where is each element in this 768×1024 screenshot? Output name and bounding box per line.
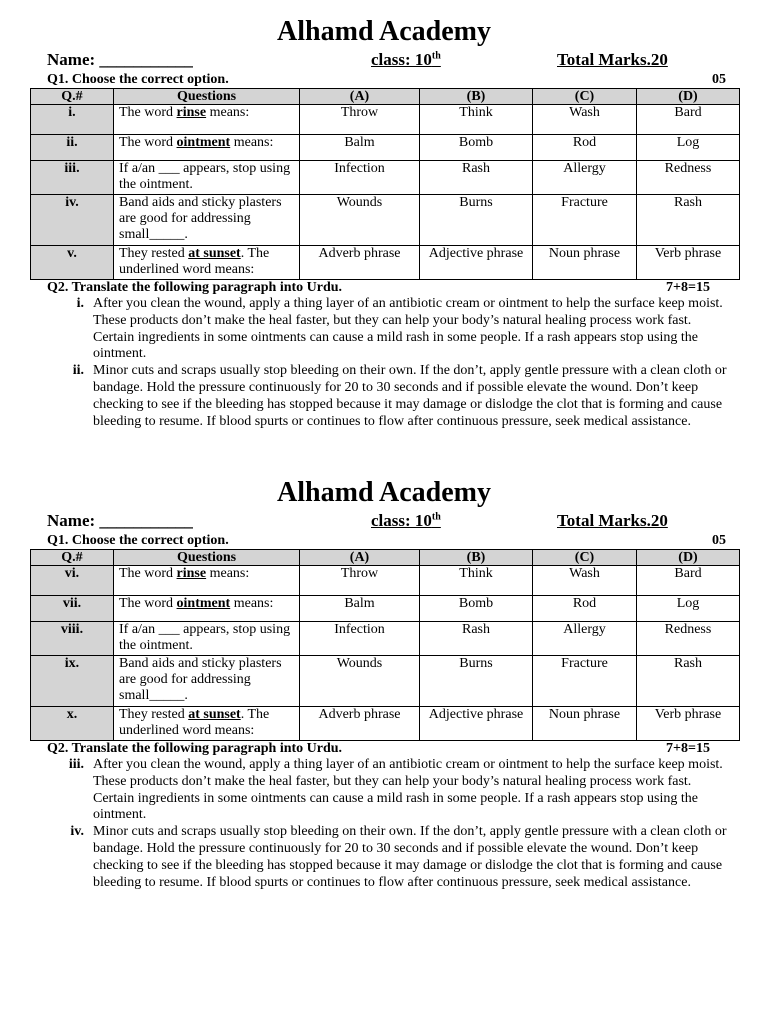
header-option-a: (A)	[300, 89, 420, 105]
worksheet-section-2	[0, 475, 768, 891]
name-label: Name: ___________	[47, 50, 193, 69]
question-number: iv.	[31, 195, 114, 246]
question-text	[114, 707, 300, 741]
table-row	[31, 105, 740, 135]
header-option-d: (D)	[637, 550, 740, 566]
option-d: Rash	[637, 195, 740, 246]
option-a: Throw	[300, 105, 420, 135]
header-option-c: (C)	[533, 89, 637, 105]
question-text	[114, 656, 300, 707]
list-item	[0, 757, 768, 824]
question-post: . The underlined word means:	[119, 707, 270, 738]
question-underlined: at sunset	[188, 707, 241, 722]
option-c: Rod	[533, 596, 637, 622]
class-sup: th	[431, 511, 441, 523]
option-a: Balm	[300, 135, 420, 161]
table-row	[31, 566, 740, 596]
option-c: Allergy	[533, 622, 637, 656]
header-questions: Questions	[114, 550, 300, 566]
table-row	[31, 246, 740, 280]
class-label	[371, 50, 441, 70]
header-option-b: (B)	[420, 89, 533, 105]
class-text: class: 10	[371, 511, 432, 530]
question-underlined: rinse	[176, 566, 207, 581]
option-d: Redness	[637, 622, 740, 656]
question-text	[114, 195, 300, 246]
q1-marks: 05	[712, 72, 726, 87]
option-c: Fracture	[533, 195, 637, 246]
option-d: Bard	[637, 105, 740, 135]
header-option-b: (B)	[420, 550, 533, 566]
paragraph-text: After you clean the wound, apply a thing layer of an antibiotic cream or ointment to help the surface keep moist. These products don’t make the heal faster, but they can help your body’s natural healing process work fast. Certain ingredients in some ointments can cause a mild rash in some people. If a rash appears stop using the ointment.	[93, 296, 723, 362]
q1-marks: 05	[712, 533, 726, 548]
table-row	[31, 596, 740, 622]
table-header-row	[31, 550, 740, 566]
list-item	[0, 296, 768, 363]
q1-label: Q1. Choose the correct option.	[47, 72, 229, 87]
question-pre: The word	[119, 596, 177, 611]
option-d: Redness	[637, 161, 740, 195]
header-option-a: (A)	[300, 550, 420, 566]
header-qnum: Q.#	[31, 89, 114, 105]
question-number: i.	[31, 105, 114, 135]
option-c: Noun phrase	[533, 707, 637, 741]
option-d: Verb phrase	[637, 707, 740, 741]
option-b: Bomb	[420, 135, 533, 161]
q2-heading	[0, 741, 768, 757]
total-marks: Total Marks.20	[557, 50, 668, 69]
header-option-d: (D)	[637, 89, 740, 105]
option-b: Think	[420, 105, 533, 135]
q1-heading	[0, 533, 768, 549]
mcq-table	[30, 88, 740, 280]
option-a: Adverb phrase	[300, 707, 420, 741]
option-c: Rod	[533, 135, 637, 161]
option-a: Balm	[300, 596, 420, 622]
paragraph-text: Minor cuts and scraps usually stop bleeding on their own. If the don’t, apply gentle pressure with a clean cloth or bandage. Hold the pressure continuously for 20 to 30 seconds and if possible elevate the wound. Don’t keep checking to see if the bleeding has stopped because it may damage or dislodge the clot that is forming and cause bleeding to resume. If blood spurts or continues to flow after continuous pressure, seek medical assistance.	[93, 824, 727, 890]
student-info-row	[0, 511, 768, 533]
table-header-row	[31, 89, 740, 105]
academy-title: Alhamd Academy	[277, 477, 491, 508]
option-a: Throw	[300, 566, 420, 596]
list-item	[0, 363, 768, 430]
table-row	[31, 135, 740, 161]
option-d: Log	[637, 596, 740, 622]
worksheet-section-1	[0, 14, 768, 430]
question-number: x.	[31, 707, 114, 741]
table-row	[31, 195, 740, 246]
paragraph-text: After you clean the wound, apply a thing layer of an antibiotic cream or ointment to help the surface keep moist. These products don’t make the heal faster, but they can help your body’s natural healing process work fast. Certain ingredients in some ointments can cause a mild rash in some people. If a rash appears stop using the ointment.	[93, 757, 723, 823]
option-c: Noun phrase	[533, 246, 637, 280]
paragraph-text: Minor cuts and scraps usually stop bleeding on their own. If the don’t, apply gentle pressure with a clean cloth or bandage. Hold the pressure continuously for 20 to 30 seconds and if possible elevate the wound. Don’t keep checking to see if the bleeding has stopped because it may damage or dislodge the clot that is forming and cause bleeding to resume. If blood spurts or continues to flow after continuous pressure, seek medical assistance.	[93, 363, 727, 429]
option-c: Wash	[533, 566, 637, 596]
q2-label: Q2. Translate the following paragraph into Urdu.	[47, 741, 343, 756]
option-b: Adjective phrase	[420, 246, 533, 280]
paragraph-list	[0, 757, 768, 891]
question-number: ii.	[31, 135, 114, 161]
q2-marks: 7+8=15	[666, 280, 710, 295]
question-post: . The underlined word means:	[119, 246, 270, 277]
table-row	[31, 161, 740, 195]
option-d: Verb phrase	[637, 246, 740, 280]
question-underlined: at sunset	[188, 246, 241, 261]
option-a: Wounds	[300, 656, 420, 707]
name-label: Name: ___________	[47, 511, 193, 530]
question-number: v.	[31, 246, 114, 280]
header-questions: Questions	[114, 89, 300, 105]
question-number: viii.	[31, 622, 114, 656]
question-text	[114, 596, 300, 622]
question-number: vi.	[31, 566, 114, 596]
question-pre: They rested	[119, 707, 189, 722]
question-text	[114, 105, 300, 135]
question-underlined: ointment	[176, 596, 231, 611]
question-post: means:	[230, 135, 274, 150]
option-d: Rash	[637, 656, 740, 707]
question-post: means:	[230, 596, 274, 611]
option-a: Infection	[300, 161, 420, 195]
option-b: Bomb	[420, 596, 533, 622]
option-b: Think	[420, 566, 533, 596]
class-text: class: 10	[371, 50, 432, 69]
class-label	[371, 511, 441, 531]
q2-heading	[0, 280, 768, 296]
question-text	[114, 566, 300, 596]
q1-heading	[0, 72, 768, 88]
table-row	[31, 707, 740, 741]
class-sup: th	[431, 50, 441, 62]
question-text	[114, 135, 300, 161]
paragraph-number: i.	[76, 296, 84, 311]
question-text	[114, 246, 300, 280]
question-pre: The word	[119, 135, 177, 150]
option-d: Log	[637, 135, 740, 161]
option-a: Adverb phrase	[300, 246, 420, 280]
option-b: Rash	[420, 622, 533, 656]
option-b: Rash	[420, 161, 533, 195]
question-post: means:	[206, 105, 250, 120]
option-b: Burns	[420, 195, 533, 246]
total-marks: Total Marks.20	[557, 511, 668, 530]
q1-label: Q1. Choose the correct option.	[47, 533, 229, 548]
option-a: Infection	[300, 622, 420, 656]
question-text	[114, 161, 300, 195]
question-underlined: rinse	[176, 105, 207, 120]
option-c: Wash	[533, 105, 637, 135]
option-b: Burns	[420, 656, 533, 707]
table-row	[31, 656, 740, 707]
paragraph-number: iv.	[70, 824, 84, 840]
table-row	[31, 622, 740, 656]
option-c: Allergy	[533, 161, 637, 195]
question-number: vii.	[31, 596, 114, 622]
list-item	[0, 824, 768, 891]
option-c: Fracture	[533, 656, 637, 707]
question-underlined: ointment	[176, 135, 231, 150]
q2-label: Q2. Translate the following paragraph into Urdu.	[47, 280, 343, 295]
student-info-row	[0, 50, 768, 72]
header-option-c: (C)	[533, 550, 637, 566]
mcq-table	[30, 549, 740, 741]
option-d: Bard	[637, 566, 740, 596]
question-pre: The word	[119, 566, 177, 581]
question-post: means:	[206, 566, 250, 581]
question-text	[114, 622, 300, 656]
paragraph-number: ii.	[72, 363, 84, 379]
paragraph-list	[0, 296, 768, 430]
question-pre: If a/an ___ appears, stop using the ointment.	[119, 161, 291, 192]
question-pre: If a/an ___ appears, stop using the ointment.	[119, 622, 291, 653]
question-number: iii.	[31, 161, 114, 195]
paragraph-number: iii.	[68, 757, 84, 772]
question-pre: Band aids and sticky plasters are good for addressing small_____.	[119, 195, 282, 242]
academy-title: Alhamd Academy	[277, 16, 491, 47]
question-pre: The word	[119, 105, 177, 120]
q2-marks: 7+8=15	[666, 741, 710, 756]
option-a: Wounds	[300, 195, 420, 246]
question-pre: They rested	[119, 246, 189, 261]
option-b: Adjective phrase	[420, 707, 533, 741]
header-qnum: Q.#	[31, 550, 114, 566]
question-number: ix.	[31, 656, 114, 707]
question-pre: Band aids and sticky plasters are good for addressing small_____.	[119, 656, 282, 703]
